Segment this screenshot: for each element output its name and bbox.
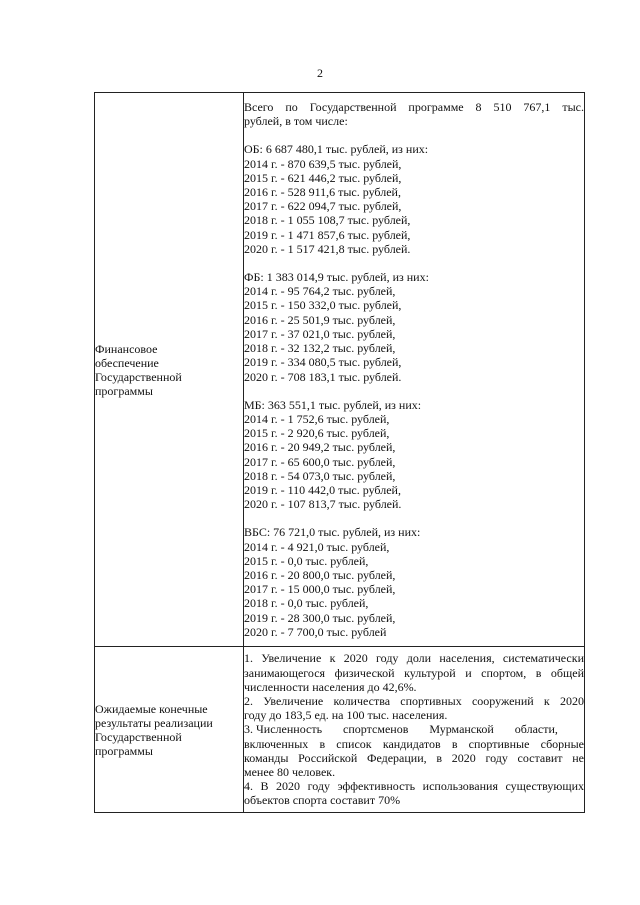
funding-source-mb	[244, 398, 584, 512]
result-line: году до 183,5 ед. на 100 тыс. населения.	[244, 708, 448, 723]
result-line: объектов спорта составит 70%	[244, 793, 401, 808]
results-label-line: Государственной	[95, 729, 182, 744]
funding-year-line: 2014 г. - 1 752,6 тыс. рублей,	[244, 411, 390, 426]
funding-source-header: ФБ: 1 383 014,9 тыс. рублей, из них:	[244, 270, 429, 285]
funding-year-line: 2018 г. - 54 073,0 тыс. рублей,	[244, 468, 396, 483]
funding-year-line: 2016 г. - 528 911,6 тыс. рублей,	[244, 185, 401, 200]
funding-year-line: 2014 г. - 870 639,5 тыс. рублей,	[244, 156, 402, 171]
result-line: менее 80 человек.	[244, 765, 336, 779]
financing-content-cell	[244, 93, 585, 647]
results-content-cell	[244, 647, 585, 813]
result-line: 3. Численность спортсменов Мурманской области,	[244, 722, 558, 737]
results-label-cell	[95, 647, 244, 813]
result-line: 1. Увеличение к 2020 году доли населения, систематически	[244, 651, 584, 666]
result-item-3	[244, 722, 584, 779]
funding-year-line: 2016 г. - 20 800,0 тыс. рублей,	[244, 567, 396, 582]
results-label-line: Ожидаемые конечные	[95, 701, 208, 716]
funding-source-vbs	[244, 525, 584, 639]
funding-year-line: 2014 г. - 95 764,2 тыс. рублей,	[244, 284, 396, 299]
page-number: 2	[317, 66, 323, 80]
result-item-1	[244, 651, 584, 694]
financing-label-line: обеспечение	[95, 355, 159, 370]
result-line: команды Российской Федерации, в 2020 году составит не	[244, 750, 584, 765]
results-label-line: результаты реализации	[95, 715, 213, 730]
funding-year-line: 2015 г. - 2 920,6 тыс. рублей,	[244, 426, 390, 441]
funding-year-line: 2019 г. - 110 442,0 тыс. рублей,	[244, 482, 401, 497]
results-label-line: программы	[95, 743, 153, 758]
financing-total-line: Всего по Государственной программе 8 510 767,1 тыс.	[244, 100, 584, 115]
result-line: занимающегося физической культурой и спортом, в общей	[244, 665, 584, 680]
funding-year-line: 2017 г. - 37 021,0 тыс. рублей,	[244, 326, 396, 341]
results-row	[95, 647, 585, 813]
funding-year-line: 2015 г. - 621 446,2 тыс. рублей,	[244, 170, 402, 185]
funding-year-line: 2018 г. - 1 055 108,7 тыс. рублей,	[244, 213, 411, 228]
funding-year-line: 2020 г. - 1 517 421,8 тыс. рублей.	[244, 241, 411, 256]
result-line: 4. В 2020 году эффективность использования существующих	[244, 779, 584, 794]
funding-source-header: МБ: 363 551,1 тыс. рублей, из них:	[244, 397, 422, 412]
result-item-2	[244, 694, 584, 722]
funding-year-line: 2020 г. - 107 813,7 тыс. рублей.	[244, 497, 402, 512]
financing-label-line: Государственной	[95, 369, 182, 384]
result-item-4	[244, 779, 584, 807]
funding-year-line: 2016 г. - 25 501,9 тыс. рублей,	[244, 312, 396, 327]
result-line: численности населения до 42,6%.	[244, 679, 417, 694]
funding-year-line: 2020 г. - 7 700,0 тыс. рублей	[244, 624, 387, 639]
financing-label-cell	[95, 93, 244, 647]
result-line: включенных в список кандидатов в спортивные сборные	[244, 736, 584, 751]
funding-year-line: 2015 г. - 0,0 тыс. рублей,	[244, 553, 369, 568]
funding-year-line: 2017 г. - 65 600,0 тыс. рублей,	[244, 454, 396, 469]
funding-year-line: 2020 г. - 708 183,1 тыс. рублей.	[244, 369, 402, 384]
funding-year-line: 2017 г. - 15 000,0 тыс. рублей,	[244, 582, 396, 597]
funding-year-line: 2018 г. - 0,0 тыс. рублей,	[244, 596, 369, 611]
result-line: 2. Увеличение количества спортивных сооружений к 2020	[244, 693, 584, 708]
financing-label-line: программы	[95, 383, 153, 398]
funding-year-line: 2017 г. - 622 094,7 тыс. рублей,	[244, 199, 402, 214]
financing-total-line: рублей, в том числе:	[244, 114, 348, 129]
funding-year-line: 2018 г. - 32 132,2 тыс. рублей,	[244, 341, 396, 356]
funding-source-header: ОБ: 6 687 480,1 тыс. рублей, из них:	[244, 142, 429, 157]
funding-year-line: 2019 г. - 28 300,0 тыс. рублей,	[244, 610, 396, 625]
funding-source-fb	[244, 270, 584, 384]
passport-table	[94, 92, 585, 813]
funding-source-header: ВБС: 76 721,0 тыс. рублей, из них:	[244, 525, 421, 540]
funding-year-line: 2019 г. - 1 471 857,6 тыс. рублей,	[244, 227, 411, 242]
funding-year-line: 2016 г. - 20 949,2 тыс. рублей,	[244, 440, 396, 455]
financing-row	[95, 93, 585, 647]
financing-label-line: Финансовое	[95, 341, 158, 356]
funding-year-line: 2015 г. - 150 332,0 тыс. рублей,	[244, 298, 402, 313]
funding-year-line: 2019 г. - 334 080,5 тыс. рублей,	[244, 355, 402, 370]
funding-source-ob	[244, 142, 584, 256]
financing-total	[244, 100, 584, 128]
funding-year-line: 2014 г. - 4 921,0 тыс. рублей,	[244, 539, 390, 554]
